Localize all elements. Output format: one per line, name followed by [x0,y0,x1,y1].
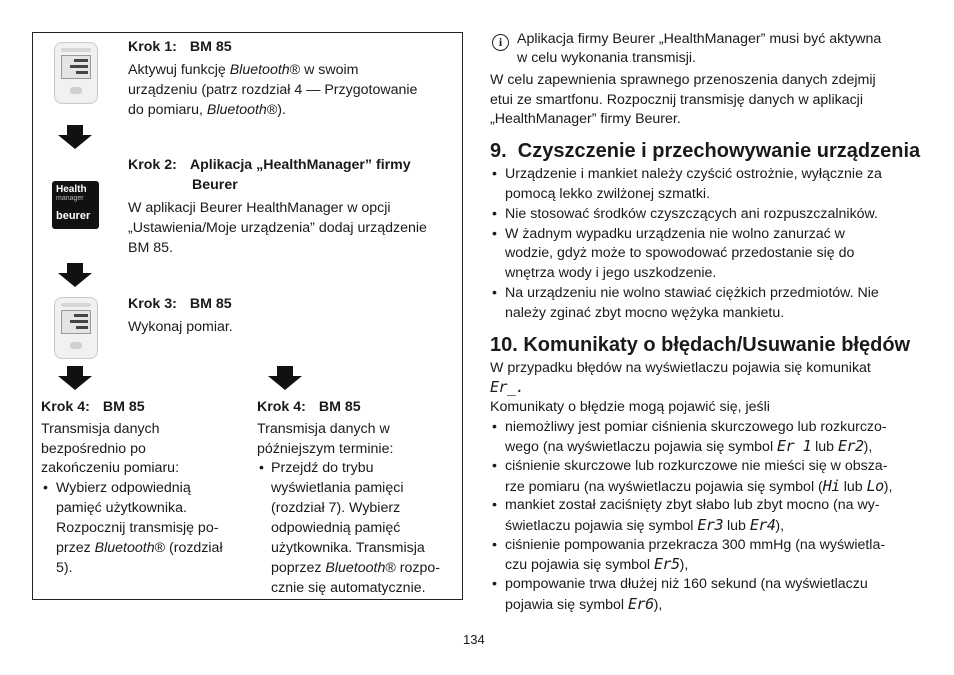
step4b-bullet-line: Przejdź do trybu [271,460,374,476]
list-item-line: Na urządzeniu nie wolno stawiać ciężkich przedmiotów. Nie [505,285,879,301]
list-item-line: pompowanie trwa dłużej niż 160 sekund (na wyświetlaczu [505,576,868,592]
step4b-title: Krok 4: BM 85 [257,399,361,415]
list-item-line: mankiet został zaciśnięty zbyt słabo lub zbyt mocno (na wy- [505,497,880,513]
error-code: Lo [866,477,884,495]
page-number: 134 [463,632,485,647]
list-item-line: Nie stosować środków czyszczących ani rozpuszczalników. [505,206,878,222]
step1-line1: Aktywuj funkcję Bluetooth® w swoim [128,62,359,78]
bullet: • [492,576,497,592]
list-item-line: pomocą lekko zwilżonej szmatki. [505,186,711,202]
bullet: • [492,166,497,182]
bullet: • [492,419,497,435]
list-item-line: świetlaczu pojawia się symbol Er3 lub Er4), [505,516,785,534]
info-line1: Aplikacja firmy Beurer „HealthManager” musi być aktywna [517,31,882,47]
step4b-bullet-line: poprzez Bluetooth® rozpo- [271,560,440,576]
info-line2: w celu wykonania transmisji. [517,50,696,66]
step2-line2: „Ustawienia/Moje urządzenia” dodaj urządzenie [128,220,427,236]
step4b-bullet-line: (rozdział 7). Wybierz [271,500,401,516]
step3-line1: Wykonaj pomiar. [128,319,233,335]
list-item-line: wego (na wyświetlaczu pojawia się symbol Er 1 lub Er2), [505,437,873,455]
step4b-line: Transmisja danych w [257,421,390,437]
step4a-line: bezpośrednio po [41,441,146,457]
step2-line3: BM 85. [128,240,173,256]
step2-line1: W aplikacji Beurer HealthManager w opcji [128,200,391,216]
bullet: • [492,537,497,553]
error-code: Er4 [749,516,776,534]
error-code: Er5 [654,555,680,573]
list-item-line: ciśnienie skurczowe lub rozkurczowe nie mieści się w obsza- [505,458,888,474]
bullet: • [492,206,497,222]
error-code: Er_. [490,378,525,396]
step3-title: Krok 3: BM 85 [128,296,232,312]
info-icon: i [492,34,509,51]
step1-title: Krok 1: BM 85 [128,39,232,55]
paragraph-line: Komunikaty o błędzie mogą pojawić się, jeśli [490,399,770,415]
bullet: • [492,497,497,513]
list-item-line: czu pojawia się symbol Er5), [505,555,689,573]
section-9-heading: 9. Czyszczenie i przechowywanie urządzenia [490,140,921,162]
section-10-heading: 10. Komunikaty o błędach/Usuwanie błędów [490,334,911,356]
paragraph-line: W celu zapewnienia sprawnego przenoszenia danych zdejmij [490,72,876,88]
list-item-line: wodzie, gdyż może to spowodować przedostanie się do [505,245,855,261]
step4b-bullet-line: cznie się automatycznie. [271,580,426,596]
step4a-line: Transmisja danych [41,421,160,437]
error-code: Er3 [697,516,723,534]
arrow-down-icon [58,263,92,292]
step4b-line: późniejszym terminie: [257,441,394,457]
arrow-down-icon [58,125,92,154]
error-code: Hi [822,477,840,495]
step4a-bullet-line: pamięć użytkownika. [56,500,187,516]
step4a-bullet-line: Wybierz odpowiednią [56,480,191,496]
step4b-bullet-line: użytkownika. Transmisja [271,540,425,556]
step4b-bullet-line: wyświetlania pamięci [271,480,404,496]
error-code: Er6 [628,595,654,613]
error-code: Er 1 [777,437,812,455]
bullet: • [492,226,497,242]
error-code: Er2 [838,437,864,455]
blood-pressure-monitor-icon [54,42,98,104]
list-item-line: W żadnym wypadku urządzenia nie wolno zanurzać w [505,226,845,242]
step4a-line: zakończeniu pomiaru: [41,460,180,476]
list-item-line: należy zginać zbyt mocno wężyka mankietu. [505,305,785,321]
step4a-bullet-line: przez Bluetooth® (rozdział [56,540,223,556]
list-item-line: ciśnienie pompowania przekracza 300 mmHg (na wyświetla- [505,537,886,553]
step4a-bullet-line: 5). [56,560,73,576]
step4a-bullet-line: Rozpocznij transmisję po- [56,520,219,536]
paragraph-line: W przypadku błędów na wyświetlaczu pojawia się komunikat [490,360,871,376]
list-item-line: wnętrza wody i jego uszkodzenie. [505,265,717,281]
paragraph-line: „HealthManager” firmy Beurer. [490,111,681,127]
step1-line3: do pomiaru, Bluetooth®). [128,102,286,118]
list-item-line: pojawia się symbol Er6), [505,595,663,613]
step4a-title: Krok 4: BM 85 [41,399,145,415]
list-item-line: Urządzenie i mankiet należy czyścić ostrożnie, wyłącznie za [505,166,882,182]
blood-pressure-monitor-icon [54,297,98,359]
step4b-bullet-line: odpowiednią pamięć [271,520,401,536]
bullet: • [43,480,48,496]
arrow-down-icon [268,366,302,395]
step2-title: Krok 2: Aplikacja „HealthManager” firmy [128,157,411,173]
healthmanager-app-icon: Health manager beurer [52,181,99,229]
arrow-down-icon [58,366,92,395]
bullet: • [492,458,497,474]
paragraph-line: etui ze smartfonu. Rozpocznij transmisję danych w aplikacji [490,92,863,108]
step2-title-cont: Beurer [192,177,238,193]
list-item-line: rze pomiaru (na wyświetlaczu pojawia się symbol (Hi lub Lo), [505,477,893,495]
bullet: • [492,285,497,301]
list-item-line: niemożliwy jest pomiar ciśnienia skurczowego lub rozkurczo- [505,419,887,435]
step1-line2: urządzeniu (patrz rozdział 4 — Przygotowanie [128,82,418,98]
bullet: • [259,460,264,476]
